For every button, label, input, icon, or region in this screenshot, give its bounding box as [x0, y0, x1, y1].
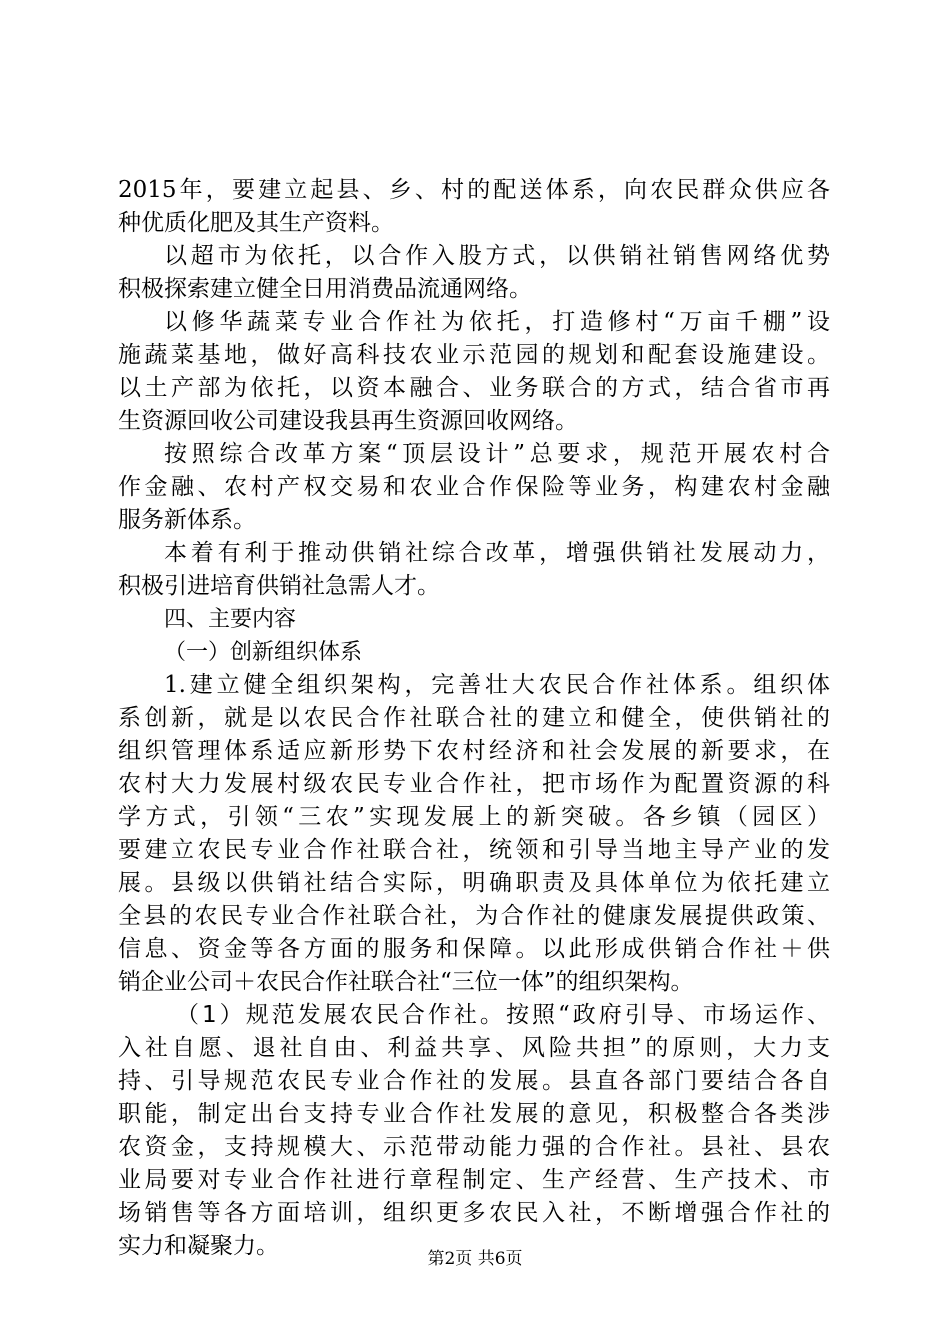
item-text: 按照“政府引导、市场运作、 [505, 1002, 830, 1028]
document-body [118, 174, 830, 1263]
subsection-heading: （一）创新组织体系 [164, 640, 363, 665]
paragraph-line: 按照综合改革方案“顶层设计”总要求，规范开展农村合 [164, 441, 830, 467]
paragraph-line: 持、引导规范农民专业合作社的发展。县直各部门要结合各自 [118, 1068, 830, 1094]
paragraph-line: 销企业公司＋农民合作社联合社“三位一体”的组织架构。 [118, 969, 694, 995]
paragraph-line: 系创新，就是以农民合作社联合社的建立和健全，使供销社的 [118, 705, 830, 731]
paragraph-line: 展。县级以供销社结合实际，明确职责及具体单位为依托建立 [118, 870, 830, 896]
paragraph-line: 要建立农民专业合作社联合社，统领和引导当地主导产业的发 [118, 837, 830, 863]
paragraph-line: 本着有利于推动供销社综合改革，增强供销社发展动力， [164, 540, 830, 566]
paragraph-line: 农村大力发展村级农民专业合作社，把市场作为配置资源的科 [118, 771, 830, 797]
paragraph-line: 学方式，引领“三农”实现发展上的新突破。各乡镇（园区） [118, 804, 830, 830]
paragraph-line: 入社自愿、退社自由、利益共享、风险共担”的原则，大力支 [118, 1035, 830, 1061]
paragraph-line: 积极引进培育供销社急需人才。 [118, 573, 440, 599]
paragraph-line: 积极探索建立健全日用消费品流通网络。 [118, 276, 532, 302]
paragraph-line: 业局要对专业合作社进行章程制定、生产经营、生产技术、市 [118, 1167, 830, 1193]
page-number-footer: 第2页 共6页 [427, 1249, 523, 1269]
paragraph-line: 服务新体系。 [118, 507, 256, 533]
item-heading: （1）规范发展农民合作社。 [176, 1002, 506, 1028]
paragraph-line: 作金融、农村产权交易和农业合作保险等业务，构建农村金融 [118, 474, 830, 500]
section-heading: 四、主要内容 [164, 607, 297, 632]
paragraph-line: 施蔬菜基地，做好高科技农业示范园的规划和配套设施建设。 [118, 342, 830, 368]
paragraph-line: 以修华蔬菜专业合作社为依托，打造修村“万亩千棚”设 [164, 309, 830, 335]
paragraph-line: 种优质化肥及其生产资料。 [118, 210, 394, 236]
paragraph-line: 农资金，支持规模大、示范带动能力强的合作社。县社、县农 [118, 1134, 830, 1160]
paragraph-line: 场销售等各方面培训，组织更多农民入社，不断增强合作社的 [118, 1200, 830, 1226]
paragraph-line: 信息、资金等各方面的服务和保障。以此形成供销合作社＋供 [118, 936, 830, 962]
paragraph-line: 生资源回收公司建设我县再生资源回收网络。 [118, 408, 578, 434]
paragraph-line: 以超市为依托，以合作入股方式，以供销社销售网络优势 [164, 243, 830, 269]
paragraph-line: 实力和凝聚力。 [118, 1233, 279, 1259]
paragraph-line: 组织管理体系适应新形势下农村经济和社会发展的新要求，在 [118, 738, 830, 764]
paragraph-line: 1.建立健全组织架构，完善壮大农民合作社体系。组织体 [164, 672, 830, 698]
paragraph-line: 职能，制定出台支持专业合作社发展的意见，积极整合各类涉 [118, 1101, 830, 1127]
paragraph-line: 以土产部为依托，以资本融合、业务联合的方式，结合省市再 [118, 375, 830, 401]
paragraph-line: 全县的农民专业合作社联合社，为合作社的健康发展提供政策、 [118, 903, 830, 929]
paragraph-line: 2015年，要建立起县、乡、村的配送体系，向农民群众供应各 [118, 177, 830, 203]
paragraph-line-mixed [118, 999, 830, 1032]
